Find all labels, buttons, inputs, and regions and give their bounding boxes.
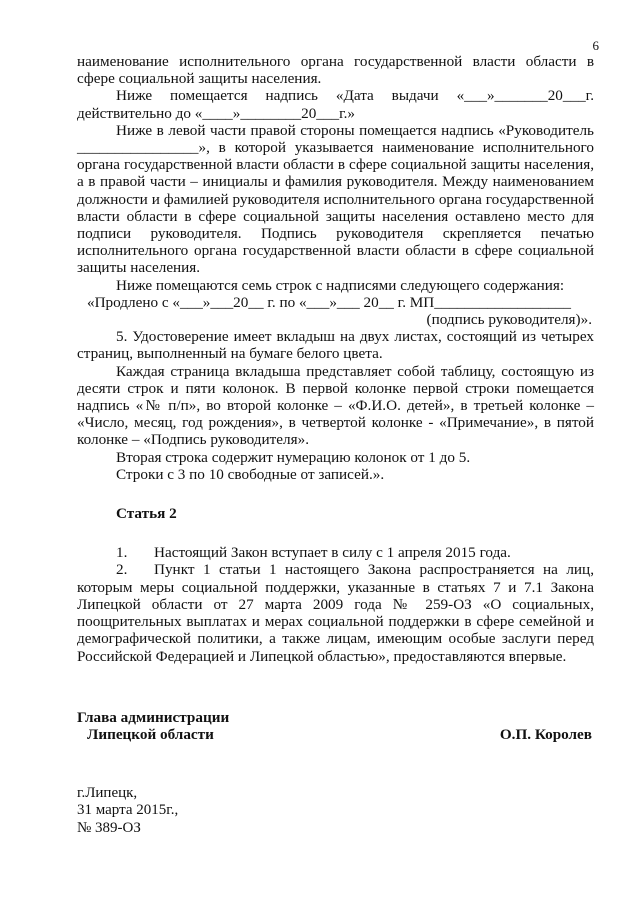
page-number: 6	[592, 38, 599, 53]
paragraph-3: Ниже в левой части правой стороны помещается надпись «Руководитель ________________», в которой указывается наименование исполнительного органа государственной власти области в сфере социальной защиты населения, а в правой части – инициалы и фамилия руководителя. Между наименованием должности и фамилией руководителя исполнительного органа государственной власти области в сфере социальной защиты населения оставлено место для подписи руководителя. Подпись руководителя скрепляется печатью исполнительного органа государственной власти области в сфере социальной защиты населения.	[77, 121, 594, 277]
signature-name: О.П. Королев	[499, 725, 592, 743]
document-body	[77, 53, 594, 837]
paragraph-6: Каждая страница вкладыша представляет собой таблицу, состоящую из десяти строк и пяти колонок. В первой колонке первой строки помещается надпись «№ п/п», во второй колонке – «Ф.И.О. детей», в третьей колонке – «Число, месяц, год рождения», в четвертой колонке - «Примечание», в пятой колонке – «Подпись руководителя».	[77, 362, 594, 449]
paragraph-1: наименование исполнительного органа государственной власти области в сфере социальной защиты населения.	[77, 53, 594, 88]
paragraph-2: Ниже помещается надпись «Дата выдачи «___»_______20___г. действительно до «____»________20___г.»	[77, 87, 594, 122]
footer-city: г.Липецк,	[77, 784, 138, 801]
paragraph-8: Строки с 3 по 10 свободные от записей.».	[116, 465, 385, 483]
signature-block	[77, 709, 594, 745]
paragraph-extension-line: «Продлено с «___»___20__ г. по «___»___ 20__ г. МП__________________	[87, 293, 571, 311]
article-item-2	[77, 561, 594, 664]
article-heading: Статья 2	[116, 505, 177, 523]
paragraph-4: Ниже помещаются семь строк с надписями следующего содержания:	[116, 276, 565, 294]
footer-law-number: № 389-ОЗ	[77, 819, 141, 836]
footer-block	[77, 785, 594, 838]
article-item-1	[77, 544, 594, 561]
footer-date: 31 марта 2015г.,	[77, 802, 179, 819]
paragraph-signature-note: (подпись руководителя)».	[426, 311, 592, 329]
article-item-number: 2.	[116, 561, 128, 579]
paragraph-5: 5. Удостоверение имеет вкладыш на двух листах, состоящий из четырех страниц, выполненный на бумаге белого цвета.	[77, 328, 594, 363]
article-item-number: 1.	[116, 544, 128, 562]
article-item-text: Настоящий Закон вступает в силу с 1 апреля 2015 года.	[154, 544, 511, 562]
signature-title-line1: Глава администрации	[77, 708, 230, 726]
signature-title-line2: Липецкой области	[87, 725, 214, 743]
paragraph-7: Вторая строка содержит нумерацию колонок от 1 до 5.	[116, 448, 471, 466]
article-item-text: Пункт 1 статьи 1 настоящего Закона распространяется на лиц, которым меры социальной поддержки, указанные в статьях 7 и 7.1 Закона Липецкой области от 27 марта 2009 года № 259-ОЗ «О социальных, поощрительных выплатах и мерах социальной поддержки в сфере семейной и демографической политики, а также лицам, имеющим особые заслуги перед Российской Федерацией и Липецкой областью», предоставляются впервые.	[77, 561, 594, 665]
